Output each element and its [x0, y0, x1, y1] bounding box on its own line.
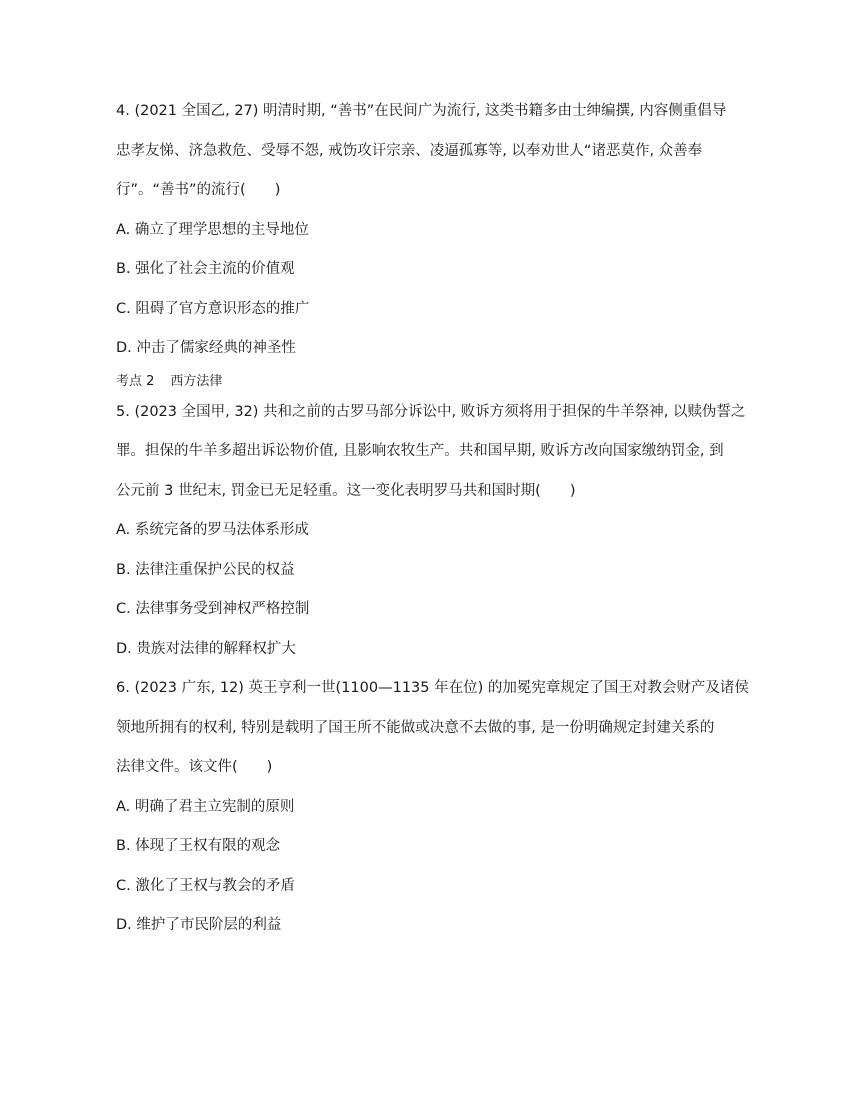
question-6-line-1: 6. (2023 广东, 12) 英王亨利一世(1100—1135 年在位) 的加冕宪章规定了国王对教会财产及诸侯 [116, 680, 749, 696]
question-5-option-d: D. 贵族对法律的解释权扩大 [116, 640, 296, 657]
question-6-option-a: A. 明确了君主立宪制的原则 [116, 798, 295, 815]
question-4 [116, 92, 756, 369]
question-6-line-3: 法律文件。该文件( ) [116, 759, 273, 775]
question-5-option-b: B. 法律注重保护公民的权益 [116, 561, 295, 578]
question-6-option-c: C. 激化了王权与教会的矛盾 [116, 877, 295, 894]
question-5-option-c: C. 法律事务受到神权严格控制 [116, 601, 310, 617]
question-5 [116, 393, 756, 670]
section-label: 考点 2 [116, 373, 155, 389]
question-5-line-2: 罪。担保的牛羊多超出诉讼物价值, 且影响农牧生产。共和国早期, 败诉方改向国家缴纳罚金, 到 [116, 443, 724, 459]
question-5-line-3: 公元前 3 世纪末, 罚金已无足轻重。这一变化表明罗马共和国时期( ) [116, 482, 576, 499]
question-4-option-a: A. 确立了理学思想的主导地位 [116, 221, 309, 238]
question-4-line-3: 行”。“善书”的流行( ) [116, 182, 281, 198]
question-5-line-1: 5. (2023 全国甲, 32) 共和之前的古罗马部分诉讼中, 败诉方须将用于担保的牛羊祭神, 以赎伪誓之 [116, 403, 746, 420]
question-4-line-2: 忠孝友悌、济急救危、受辱不怨, 戒饬攻讦宗亲、凌逼孤寡等, 以奉劝世人“诸恶莫作, 众善奉 [116, 142, 703, 159]
question-6-option-b: B. 体现了王权有限的观念 [116, 838, 281, 854]
section-heading [116, 371, 756, 393]
document-page [116, 92, 756, 946]
question-4-option-d: D. 冲击了儒家经典的神圣性 [116, 340, 296, 356]
question-4-option-c: C. 阻碍了官方意识形态的推广 [116, 300, 310, 317]
question-4-line-1: 4. (2021 全国乙, 27) 明清时期, “善书”在民间广为流行, 这类书籍多由士绅编撰, 内容侧重倡导 [116, 103, 727, 119]
question-6-line-2: 领地所拥有的权利, 特别是载明了国王所不能做或决意不去做的事, 是一份明确规定封建关系的 [116, 719, 715, 736]
question-6-option-d: D. 维护了市民阶层的利益 [116, 917, 282, 933]
question-6 [116, 669, 756, 946]
question-4-option-b: B. 强化了社会主流的价值观 [116, 261, 295, 277]
question-5-option-a: A. 系统完备的罗马法体系形成 [116, 522, 309, 538]
section-title: 西方法律 [170, 373, 223, 389]
